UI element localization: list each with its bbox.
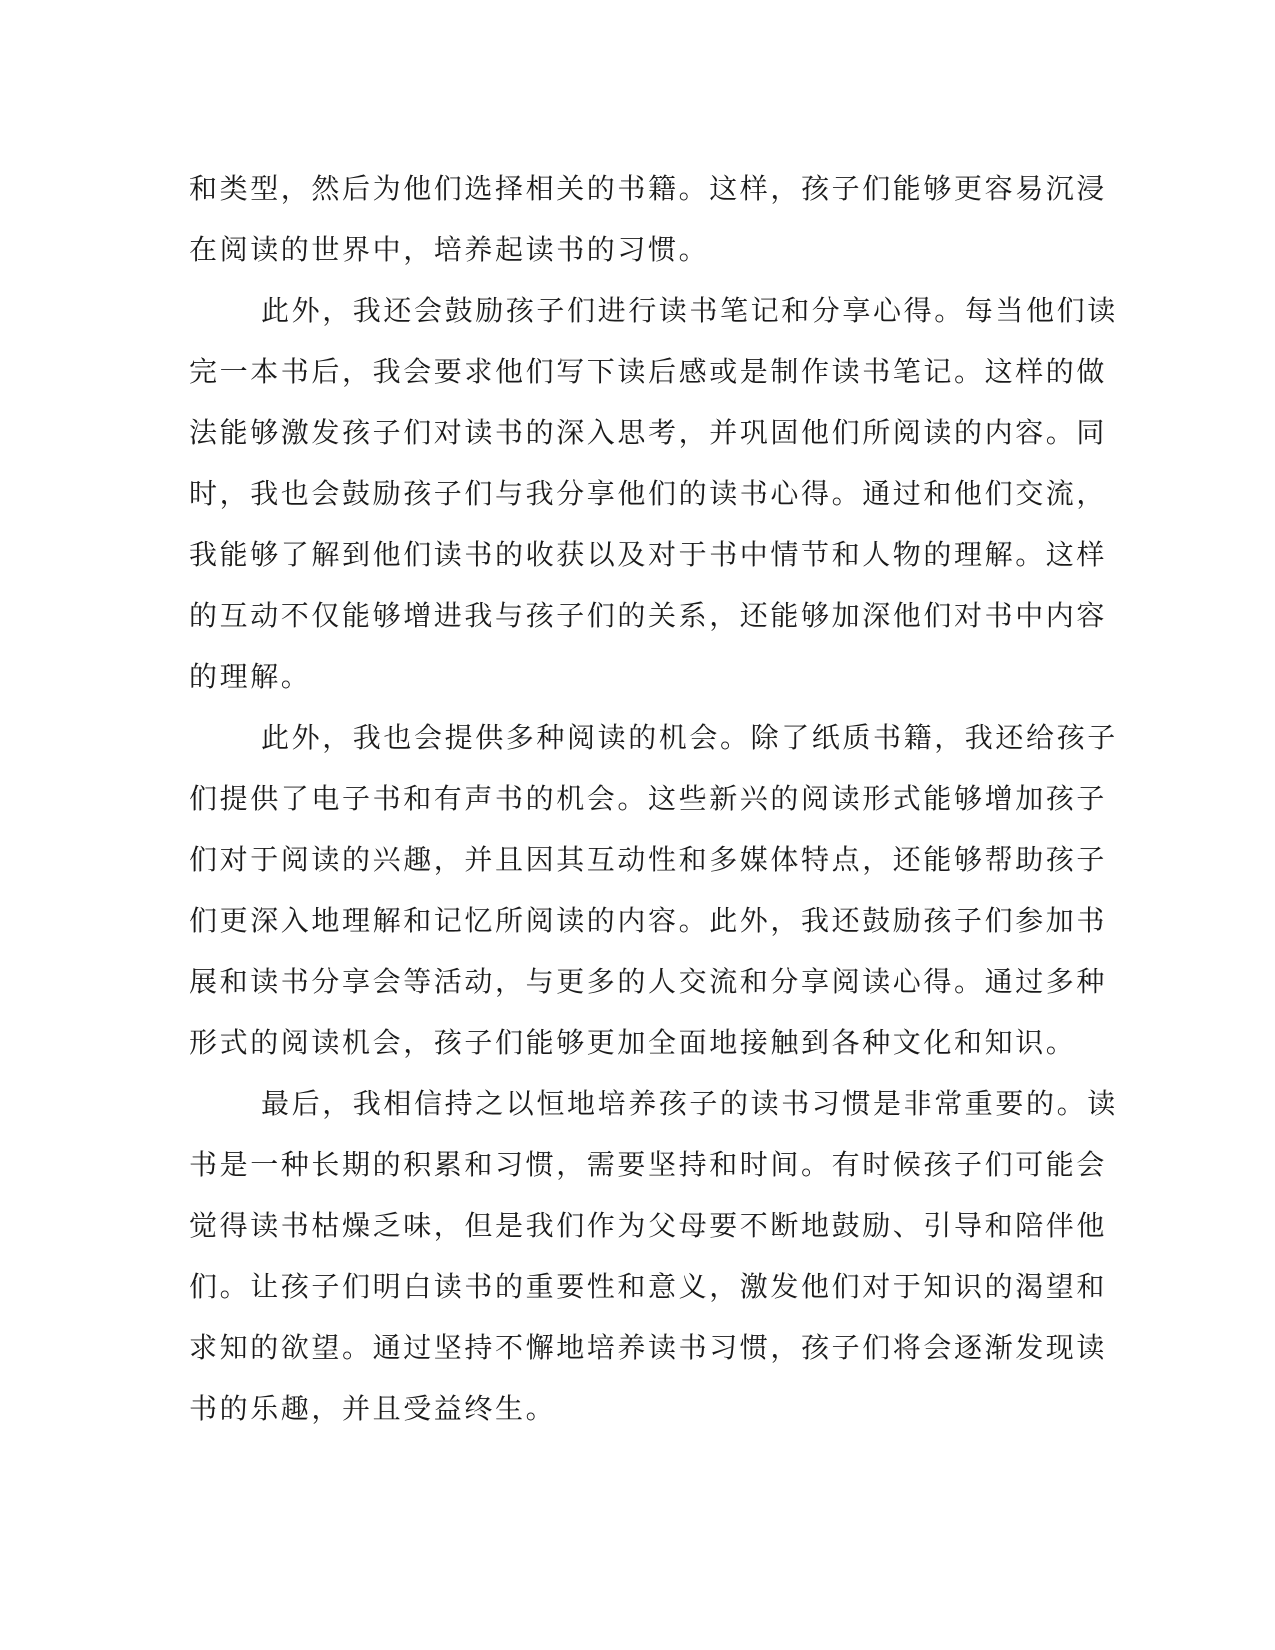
text-line: 此外，我也会提供多种阅读的机会。除了纸质书籍，我还给孩子 [261,721,1118,754]
paragraph-3 [189,707,1118,1073]
text-line: 觉得读书枯燥乏味，但是我们作为父母要不断地鼓励、引导和陪伴他 [189,1209,1108,1242]
text-line: 们对于阅读的兴趣，并且因其互动性和多媒体特点，还能够帮助孩子 [189,843,1108,876]
text-line: 的理解。 [189,660,312,693]
body-text [189,158,1118,1439]
text-line: 书是一种长期的积累和习惯，需要坚持和时间。有时候孩子们可能会 [189,1148,1108,1181]
paragraph-2 [189,280,1118,707]
text-line: 和类型，然后为他们选择相关的书籍。这样，孩子们能够更容易沉浸 [189,172,1108,205]
paragraph-1 [189,158,1108,280]
text-line: 书的乐趣，并且受益终生。 [189,1392,557,1425]
text-line: 展和读书分享会等活动，与更多的人交流和分享阅读心得。通过多种 [189,965,1108,998]
text-line: 最后，我相信持之以恒地培养孩子的读书习惯是非常重要的。读 [261,1087,1118,1120]
text-line: 我能够了解到他们读书的收获以及对于书中情节和人物的理解。这样 [189,538,1108,571]
text-line: 们。让孩子们明白读书的重要性和意义，激发他们对于知识的渴望和 [189,1270,1108,1303]
text-line: 此外，我还会鼓励孩子们进行读书笔记和分享心得。每当他们读 [261,294,1118,327]
text-line: 的互动不仅能够增进我与孩子们的关系，还能够加深他们对书中内容 [189,599,1108,632]
text-line: 求知的欲望。通过坚持不懈地培养读书习惯，孩子们将会逐渐发现读 [189,1331,1108,1364]
text-line: 时，我也会鼓励孩子们与我分享他们的读书心得。通过和他们交流， [189,477,1108,510]
text-line: 形式的阅读机会，孩子们能够更加全面地接触到各种文化和知识。 [189,1026,1077,1059]
text-line: 法能够激发孩子们对读书的深入思考，并巩固他们所阅读的内容。同 [189,416,1108,449]
paragraph-4 [189,1073,1118,1439]
text-line: 在阅读的世界中，培养起读书的习惯。 [189,233,710,266]
text-line: 们提供了电子书和有声书的机会。这些新兴的阅读形式能够增加孩子 [189,782,1108,815]
text-line: 完一本书后，我会要求他们写下读后感或是制作读书笔记。这样的做 [189,355,1108,388]
text-line: 们更深入地理解和记忆所阅读的内容。此外，我还鼓励孩子们参加书 [189,904,1108,937]
